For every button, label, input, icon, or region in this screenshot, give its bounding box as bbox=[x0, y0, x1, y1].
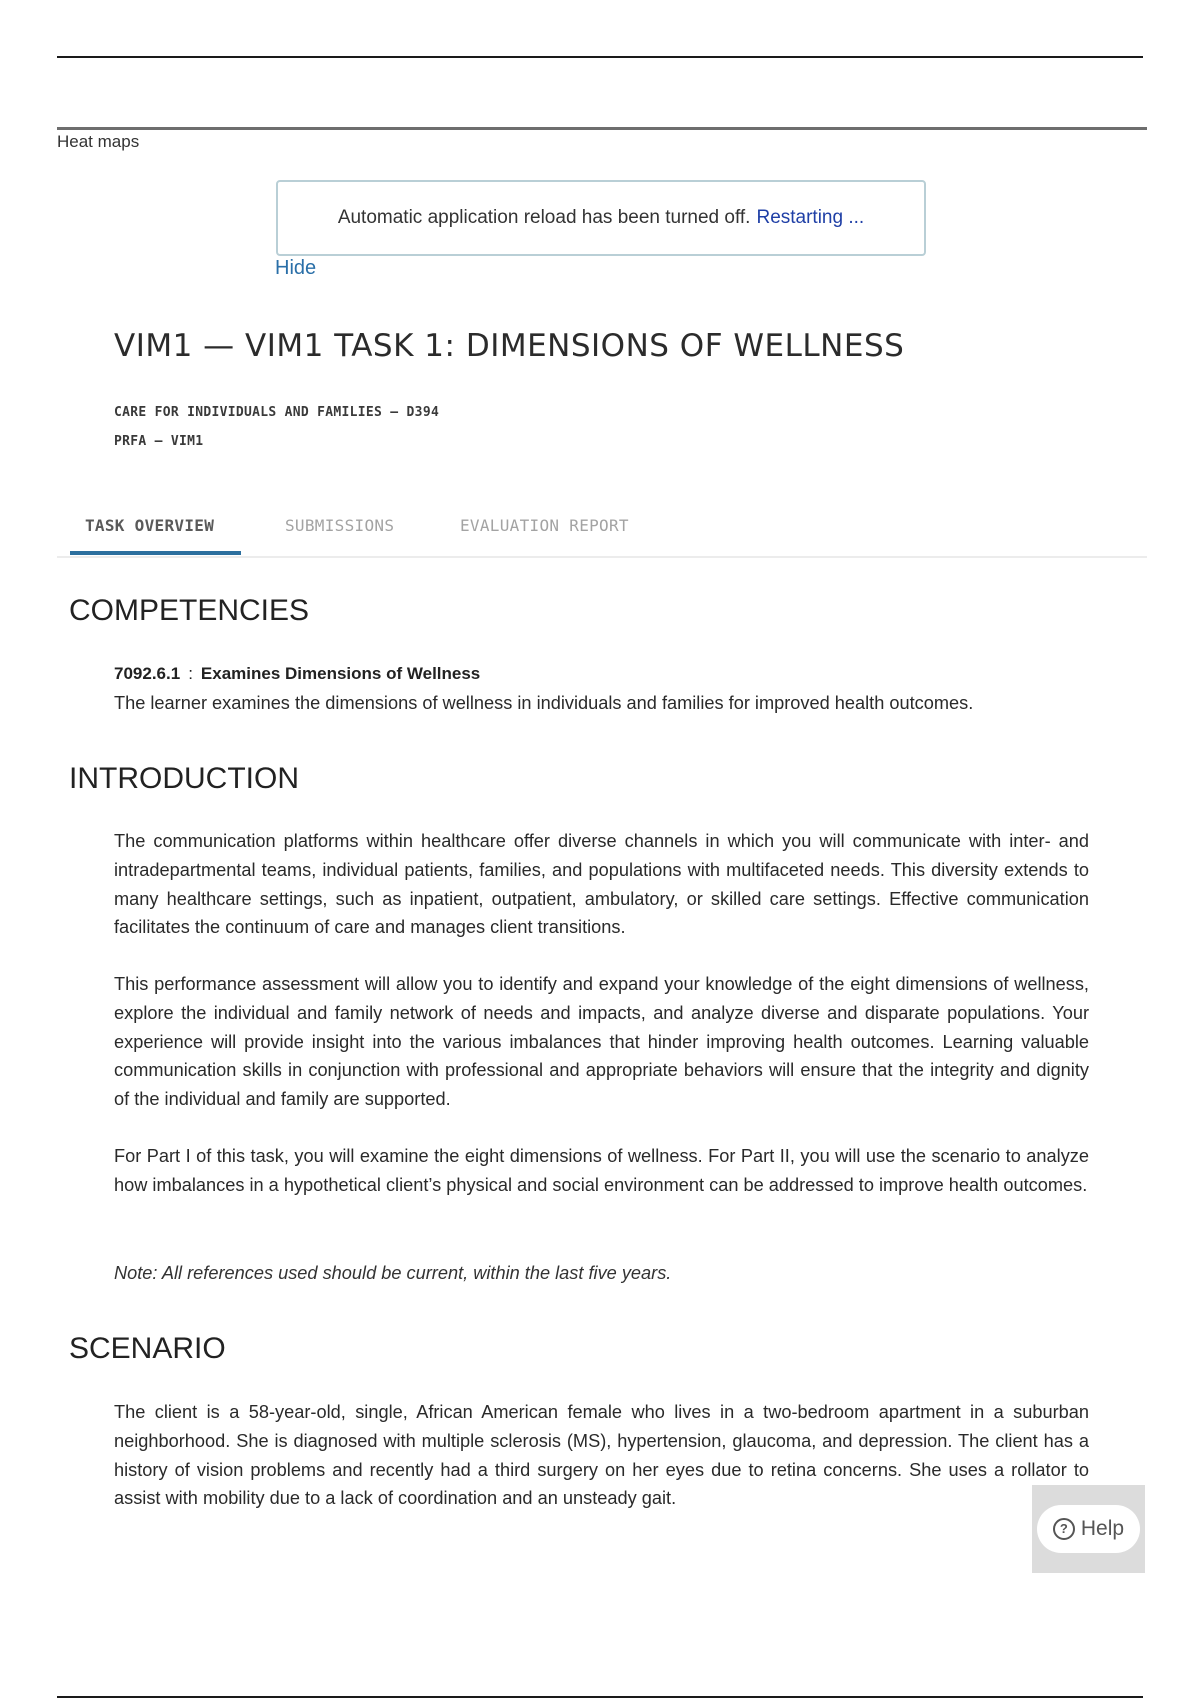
tab-task-overview[interactable]: TASK OVERVIEW bbox=[85, 516, 215, 535]
intro-paragraph-1: The communication platforms within healthcare offer diverse channels in which you will communicate with inter- and intradepartmental teams, individual patients, families, and populations with multifaceted needs. This diversity extends to many healthcare settings, such as inpatient, outpatient, ambulatory, or skilled care settings. Effective communication facilitates the continuum of care and manages client transitions. bbox=[114, 831, 1089, 938]
task-tabs bbox=[57, 516, 1147, 558]
scenario-heading: SCENARIO bbox=[69, 1332, 226, 1365]
intro-paragraph-2: This performance assessment will allow you to identify and expand your knowledge of the eight dimensions of wellness, explore the individual and family network of needs and impacts, and analyze diverse and disparate populations. Your experience will provide insight into the various imbalances that hinder improving health outcomes. Learning valuable communication skills in conjunction with professional and appropriate behaviors will ensure that the integrity and dignity of the individual and family are supported. bbox=[114, 974, 1089, 1110]
restarting-link[interactable]: Restarting ... bbox=[756, 207, 865, 228]
heat-maps-label: Heat maps bbox=[57, 132, 140, 151]
header-divider bbox=[57, 127, 1147, 130]
page-title: VIM1 — VIM1 TASK 1: DIMENSIONS OF WELLNESS bbox=[114, 328, 905, 364]
top-divider bbox=[57, 56, 1143, 58]
competencies-heading: COMPETENCIES bbox=[69, 594, 310, 627]
help-widget bbox=[1032, 1485, 1145, 1573]
help-button[interactable] bbox=[1037, 1505, 1140, 1553]
competency-code: 7092.6.1 bbox=[114, 664, 181, 683]
scenario-paragraph: The client is a 58-year-old, single, African American female who lives in a two-bedroom apartment in a suburban neighborhood. She is diagnosed with multiple sclerosis (MS), hypertension, glaucoma, and depression. The client has a history of vision problems and recently had a third surgery on her eyes due to retina concerns. She uses a rollator to assist with mobility due to a lack of coordination and an unsteady gait. bbox=[114, 1402, 1089, 1509]
active-tab-indicator bbox=[70, 551, 241, 555]
introduction-heading: INTRODUCTION bbox=[69, 762, 299, 795]
course-name: CARE FOR INDIVIDUALS AND FAMILIES — D394 bbox=[114, 405, 440, 420]
competency-separator: : bbox=[188, 664, 193, 683]
bottom-divider bbox=[57, 1696, 1143, 1698]
reload-notice bbox=[276, 180, 926, 256]
competency-title bbox=[114, 664, 480, 684]
help-label: Help bbox=[1080, 1517, 1125, 1540]
reload-message: Automatic application reload has been turned off. bbox=[337, 207, 751, 228]
tab-evaluation-report[interactable]: EVALUATION REPORT bbox=[460, 516, 629, 535]
competency-name: Examines Dimensions of Wellness bbox=[200, 664, 481, 683]
tab-submissions[interactable]: SUBMISSIONS bbox=[285, 516, 395, 535]
assessment-code: PRFA — VIM1 bbox=[114, 434, 204, 449]
intro-paragraph-3: For Part I of this task, you will examine the eight dimensions of wellness. For Part II, you will use the scenario to analyze how imbalances in a hypothetical client’s physical and social environment can be addressed to improve health outcomes. bbox=[114, 1146, 1089, 1195]
references-note: Note: All references used should be current, within the last five years. bbox=[114, 1263, 672, 1283]
competency-description: The learner examines the dimensions of wellness in individuals and families for improved health outcomes. bbox=[114, 693, 974, 713]
question-circle-icon: ? bbox=[1053, 1518, 1075, 1540]
hide-notice-link[interactable]: Hide bbox=[275, 257, 317, 279]
